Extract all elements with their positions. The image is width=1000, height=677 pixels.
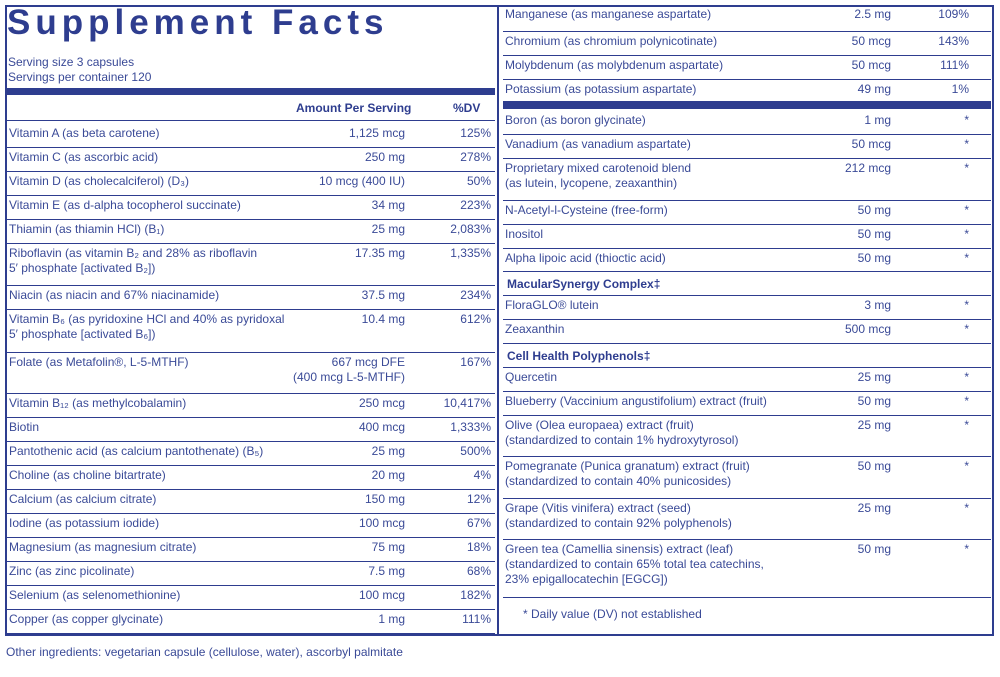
nutrient-name (9, 126, 160, 141)
nutrient-amount (858, 394, 891, 409)
nutrient-name (9, 492, 156, 507)
nutrient-amount-line: 50 mg (857, 251, 891, 265)
nutrient-dv: 234% (460, 288, 491, 302)
nutrient-row (7, 172, 495, 196)
nutrient-dv: 10,417% (443, 396, 491, 410)
nutrient-name (505, 418, 738, 448)
nutrient-amount (378, 612, 405, 627)
nutrient-name-line: Olive (Olea europaea) extract (fruit) (505, 418, 694, 432)
nutrient-amount-line: 75 mg (371, 540, 405, 554)
nutrient-amount (362, 312, 405, 327)
nutrient-name-line: (standardized to contain 1% hydroxytyrosol) (505, 433, 739, 447)
nutrient-dv: * (964, 418, 969, 432)
nutrient-amount (858, 251, 891, 266)
nutrient-amount-line: 212 mcg (844, 161, 891, 175)
nutrient-amount-line: 2.5 mg (854, 7, 891, 21)
nutrient-amount (858, 203, 891, 218)
header-rule (7, 120, 495, 121)
nutrient-name-line: Chromium (as chromium polynicotinate) (505, 34, 718, 48)
nutrient-amount-line: 34 mg (371, 198, 405, 212)
nutrient-row (7, 244, 495, 286)
nutrient-amount (864, 113, 891, 128)
nutrient-name (9, 588, 180, 603)
nutrient-name-line: 5′ phosphate [activated B₆]) (9, 327, 156, 341)
nutrient-amount (365, 150, 405, 165)
nutrient-row (503, 111, 991, 135)
nutrient-amount (858, 501, 891, 516)
nutrient-amount-line: 1 mg (378, 612, 405, 626)
nutrient-row (503, 392, 991, 416)
nutrient-row (503, 32, 991, 56)
nutrient-name (505, 34, 717, 49)
nutrient-name-line: Green tea (Camellia sinensis) extract (leaf) (505, 542, 734, 556)
nutrient-name (9, 612, 163, 627)
nutrient-amount (852, 137, 891, 152)
nutrient-amount-line: 50 mg (857, 227, 891, 241)
nutrient-name (505, 542, 764, 587)
nutrient-dv: * (964, 298, 969, 312)
nutrient-row (7, 418, 495, 442)
nutrient-name (9, 420, 39, 435)
nutrient-amount-line: 250 mcg (358, 396, 405, 410)
nutrient-row (503, 56, 991, 80)
nutrient-row (7, 286, 495, 310)
nutrient-row (7, 490, 495, 514)
nutrient-amount (359, 420, 405, 435)
nutrient-row (7, 442, 495, 466)
nutrient-name (505, 394, 767, 409)
nutrient-name (9, 564, 134, 579)
nutrient-name-line: Manganese (as manganese aspartate) (505, 7, 712, 21)
nutrient-name (505, 501, 732, 531)
nutrient-name-line: (standardized to contain 92% polyphenols) (505, 516, 732, 530)
nutrient-name (505, 161, 691, 191)
nutrient-name-line: Magnesium (as magnesium citrate) (9, 540, 197, 554)
nutrient-row (7, 196, 495, 220)
nutrient-name-line: Thiamin (as thiamin HCl) (B₁) (9, 222, 165, 236)
nutrient-dv: * (964, 227, 969, 241)
nutrient-amount-line: 50 mg (857, 459, 891, 473)
nutrient-name (505, 459, 750, 489)
nutrient-amount-line: 25 mg (857, 370, 891, 384)
nutrient-name (9, 355, 189, 370)
servings-per-container: Servings per container 120 (8, 70, 152, 84)
nutrient-name (9, 198, 241, 213)
nutrient-dv: 109% (938, 7, 969, 21)
nutrient-amount (858, 370, 891, 385)
nutrient-amount-line: 150 mg (364, 492, 405, 506)
nutrient-name (9, 468, 166, 483)
nutrient-name (505, 137, 691, 152)
nutrient-amount-line: 7.5 mg (368, 564, 405, 578)
nutrient-row (7, 514, 495, 538)
nutrient-name-line: Quercetin (505, 370, 558, 384)
nutrient-row (503, 540, 991, 598)
nutrient-name-line: Riboflavin (as vitamin B₂ and 28% as riboflavin (9, 246, 258, 260)
nutrient-dv: 2,083% (450, 222, 491, 236)
nutrient-amount-line: 25 mg (857, 418, 891, 432)
nutrient-name (505, 227, 543, 242)
nutrient-row (503, 320, 991, 344)
nutrient-amount-line: 20 mg (371, 468, 405, 482)
nutrient-name-line: N-Acetyl-l-Cysteine (free-form) (505, 203, 668, 217)
nutrient-row (7, 310, 495, 353)
nutrient-amount (858, 459, 891, 474)
nutrient-dv: 223% (460, 198, 491, 212)
nutrient-dv: 1,335% (450, 246, 491, 260)
nutrient-name (505, 113, 646, 128)
footnote-dv-not-established: * Daily value (DV) not established (523, 607, 702, 621)
nutrient-amount (845, 322, 891, 337)
nutrient-amount-line: 250 mg (364, 150, 405, 164)
nutrient-amount (858, 227, 891, 242)
nutrient-dv: 68% (466, 564, 491, 578)
nutrient-name-line: 23% epigallocatechin [EGCG]) (505, 572, 668, 586)
nutrient-row (7, 562, 495, 586)
nutrient-row (7, 124, 495, 148)
nutrient-name-line: Vanadium (as vanadium aspartate) (505, 137, 691, 151)
nutrient-name-line: Folate (as Metafolin®, L-5-MTHF) (9, 355, 189, 369)
nutrient-dv: * (964, 137, 969, 151)
nutrient-amount (858, 82, 891, 97)
nutrient-amount (372, 540, 405, 555)
nutrient-name-line: Vitamin D (as cholecalciferol) (D₃) (9, 174, 190, 188)
nutrient-amount-line: 50 mg (857, 394, 891, 408)
nutrient-row (503, 249, 991, 272)
nutrient-amount (854, 7, 891, 22)
nutrient-name-line: Pomegranate (Punica granatum) extract (fruit) (505, 459, 750, 473)
nutrient-amount (858, 542, 891, 557)
panel-title: Supplement Facts (7, 3, 389, 42)
nutrient-amount (359, 588, 405, 603)
nutrient-dv: 125% (460, 126, 491, 140)
nutrient-name (9, 150, 158, 165)
nutrient-dv: * (964, 203, 969, 217)
nutrient-name-line: Vitamin A (as beta carotene) (9, 126, 160, 140)
nutrient-amount-line: 50 mcg (851, 58, 891, 72)
nutrient-name (505, 58, 723, 73)
nutrient-dv: * (964, 322, 969, 336)
nutrient-row (503, 416, 991, 457)
nutrient-amount-line: 17.35 mg (354, 246, 405, 260)
nutrient-dv: 1% (951, 82, 969, 96)
nutrient-name (505, 322, 564, 337)
nutrient-row (7, 148, 495, 172)
nutrient-amount-line: 49 mg (857, 82, 891, 96)
nutrient-row (503, 499, 991, 540)
nutrient-row (503, 296, 991, 320)
nutrient-dv: 278% (460, 150, 491, 164)
nutrient-name-line: Proprietary mixed carotenoid blend (505, 161, 692, 175)
nutrient-amount (372, 198, 405, 213)
nutrient-name (9, 246, 257, 276)
nutrient-dv: * (964, 501, 969, 515)
nutrient-amount (362, 288, 405, 303)
nutrient-dv: * (964, 459, 969, 473)
nutrient-amount-line: 50 mg (857, 203, 891, 217)
nutrient-name-line: Niacin (as niacin and 67% niacinamide) (9, 288, 220, 302)
nutrient-amount-line: 100 mcg (358, 516, 405, 530)
nutrient-dv: 111% (462, 612, 491, 626)
nutrient-amount (359, 516, 405, 531)
nutrient-amount (372, 222, 405, 237)
other-ingredients: Other ingredients: vegetarian capsule (cellulose, water), ascorbyl palmitate (6, 645, 403, 659)
nutrient-row (7, 538, 495, 562)
nutrient-name-line: Alpha lipoic acid (thioctic acid) (505, 251, 666, 265)
right-thick-rule (503, 102, 991, 109)
nutrient-row (503, 368, 991, 392)
nutrient-amount-line: 10 mcg (400 IU) (318, 174, 405, 188)
nutrient-name-line: FloraGLO® lutein (505, 298, 599, 312)
nutrient-name-line: Vitamin B₆ (as pyridoxine HCl and 40% as pyridoxal (9, 312, 285, 326)
nutrient-name (505, 7, 711, 22)
nutrient-amount (845, 161, 891, 176)
nutrient-amount-line: 100 mcg (358, 588, 405, 602)
nutrient-name-line: Choline (as choline bitartrate) (9, 468, 166, 482)
nutrient-name (9, 222, 164, 237)
nutrient-dv: 12% (466, 492, 491, 506)
nutrient-amount-line: 50 mg (857, 542, 891, 556)
nutrient-name (9, 288, 219, 303)
nutrient-name (505, 298, 599, 313)
nutrient-name (505, 203, 668, 218)
nutrient-name-line: 5′ phosphate [activated B₂]) (9, 261, 156, 275)
nutrient-dv: 612% (460, 312, 491, 326)
nutrient-amount-line: 3 mg (864, 298, 891, 312)
nutrient-amount-line: 500 mcg (844, 322, 891, 336)
nutrient-amount-line: 25 mg (371, 222, 405, 236)
nutrient-amount-line: 667 mcg DFE (331, 355, 405, 369)
left-thick-rule (7, 88, 495, 95)
nutrient-row (503, 457, 991, 499)
nutrient-dv: * (964, 542, 969, 556)
nutrient-name-line: Vitamin B₁₂ (as methylcobalamin) (9, 396, 187, 410)
nutrient-amount-line: 10.4 mg (361, 312, 405, 326)
nutrient-name-line: Calcium (as calcium citrate) (9, 492, 157, 506)
nutrient-amount-line: 50 mcg (851, 34, 891, 48)
nutrient-name (505, 370, 557, 385)
nutrient-dv: 111% (940, 58, 969, 72)
nutrient-dv: 500% (460, 444, 491, 458)
nutrient-name-line: Vitamin E (as d-alpha tocopherol succinate) (9, 198, 241, 212)
nutrient-name (9, 174, 189, 189)
nutrient-amount (368, 564, 405, 579)
nutrient-name (9, 312, 284, 342)
nutrient-amount (365, 492, 405, 507)
nutrient-row (503, 201, 991, 225)
nutrient-dv: * (964, 370, 969, 384)
nutrient-amount-line: 25 mg (857, 501, 891, 515)
nutrient-dv: 4% (473, 468, 491, 482)
amount-header: Amount Per Serving (296, 101, 412, 115)
nutrient-name-line: (standardized to contain 40% punicosides) (505, 474, 732, 488)
nutrient-amount-line: 1,125 mcg (348, 126, 405, 140)
nutrient-amount-line: 1 mg (864, 113, 891, 127)
nutrient-dv: 167% (460, 355, 491, 369)
nutrient-name-line: (as lutein, lycopene, zeaxanthin) (505, 176, 678, 190)
nutrient-dv: * (964, 161, 969, 175)
nutrient-amount (864, 298, 891, 313)
nutrient-name-line: Iodine (as potassium iodide) (9, 516, 160, 530)
nutrient-name-line: Grape (Vitis vinifera) extract (seed) (505, 501, 691, 515)
nutrient-amount-line: 50 mcg (851, 137, 891, 151)
nutrient-name (9, 516, 159, 531)
nutrient-dv: 1,333% (450, 420, 491, 434)
nutrient-amount (372, 468, 405, 483)
nutrient-row (7, 220, 495, 244)
nutrient-row (7, 586, 495, 610)
nutrient-name-line: (standardized to contain 65% total tea catechins, (505, 557, 764, 571)
nutrient-amount (852, 34, 891, 49)
nutrient-row (503, 5, 991, 32)
nutrient-name-line: Pantothenic acid (as calcium pantothenate) (B₅) (9, 444, 264, 458)
nutrient-name-line: Molybdenum (as molybdenum aspartate) (505, 58, 724, 72)
nutrient-amount-line: 25 mg (371, 444, 405, 458)
nutrient-amount (852, 58, 891, 73)
nutrient-name (505, 82, 696, 97)
nutrient-row (7, 610, 495, 634)
nutrient-row (7, 466, 495, 490)
nutrient-name-line: Blueberry (Vaccinium angustifolium) extract (fruit) (505, 394, 767, 408)
nutrient-amount (359, 396, 405, 411)
section-cell-health-polyphenols: Cell Health Polyphenols‡ (507, 349, 651, 363)
nutrient-dv: 182% (460, 588, 491, 602)
nutrient-amount (858, 418, 891, 433)
section-macular-synergy: MacularSynergy Complex‡ (507, 277, 661, 291)
nutrient-name-line: Zeaxanthin (505, 322, 565, 336)
nutrient-dv: * (964, 394, 969, 408)
nutrient-row (503, 159, 991, 201)
nutrient-name-line: Copper (as copper glycinate) (9, 612, 164, 626)
nutrient-name-line: Vitamin C (as ascorbic acid) (9, 150, 159, 164)
nutrient-name-line: Biotin (9, 420, 40, 434)
nutrient-dv: 143% (938, 34, 969, 48)
nutrient-name (505, 251, 666, 266)
nutrient-name (9, 396, 186, 411)
nutrient-amount (293, 355, 405, 385)
nutrient-amount (349, 126, 405, 141)
nutrient-name (9, 444, 263, 459)
nutrient-amount-line: 400 mcg (358, 420, 405, 434)
nutrient-name-line: Selenium (as selenomethionine) (9, 588, 181, 602)
dv-header: %DV (453, 101, 481, 115)
nutrient-name-line: Potassium (as potassium aspartate) (505, 82, 697, 96)
nutrient-row (7, 353, 495, 394)
nutrient-row (503, 225, 991, 249)
serving-size: Serving size 3 capsules (8, 55, 135, 69)
nutrient-dv: * (964, 251, 969, 265)
nutrient-dv: 50% (466, 174, 491, 188)
nutrient-dv: 67% (466, 516, 491, 530)
nutrient-amount (319, 174, 405, 189)
nutrient-dv: * (964, 113, 969, 127)
nutrient-row (7, 394, 495, 418)
nutrient-name-line: Zinc (as zinc picolinate) (9, 564, 135, 578)
nutrient-row (503, 80, 991, 102)
nutrient-name (9, 540, 196, 555)
nutrient-row (503, 135, 991, 159)
nutrient-dv: 18% (466, 540, 491, 554)
column-divider (497, 5, 499, 636)
nutrient-amount (372, 444, 405, 459)
nutrient-amount-line: 37.5 mg (361, 288, 405, 302)
nutrient-amount-line: (400 mcg L-5-MTHF) (292, 370, 405, 384)
nutrient-amount (355, 246, 405, 261)
nutrient-name-line: Inositol (505, 227, 544, 241)
nutrient-name-line: Boron (as boron glycinate) (505, 113, 646, 127)
